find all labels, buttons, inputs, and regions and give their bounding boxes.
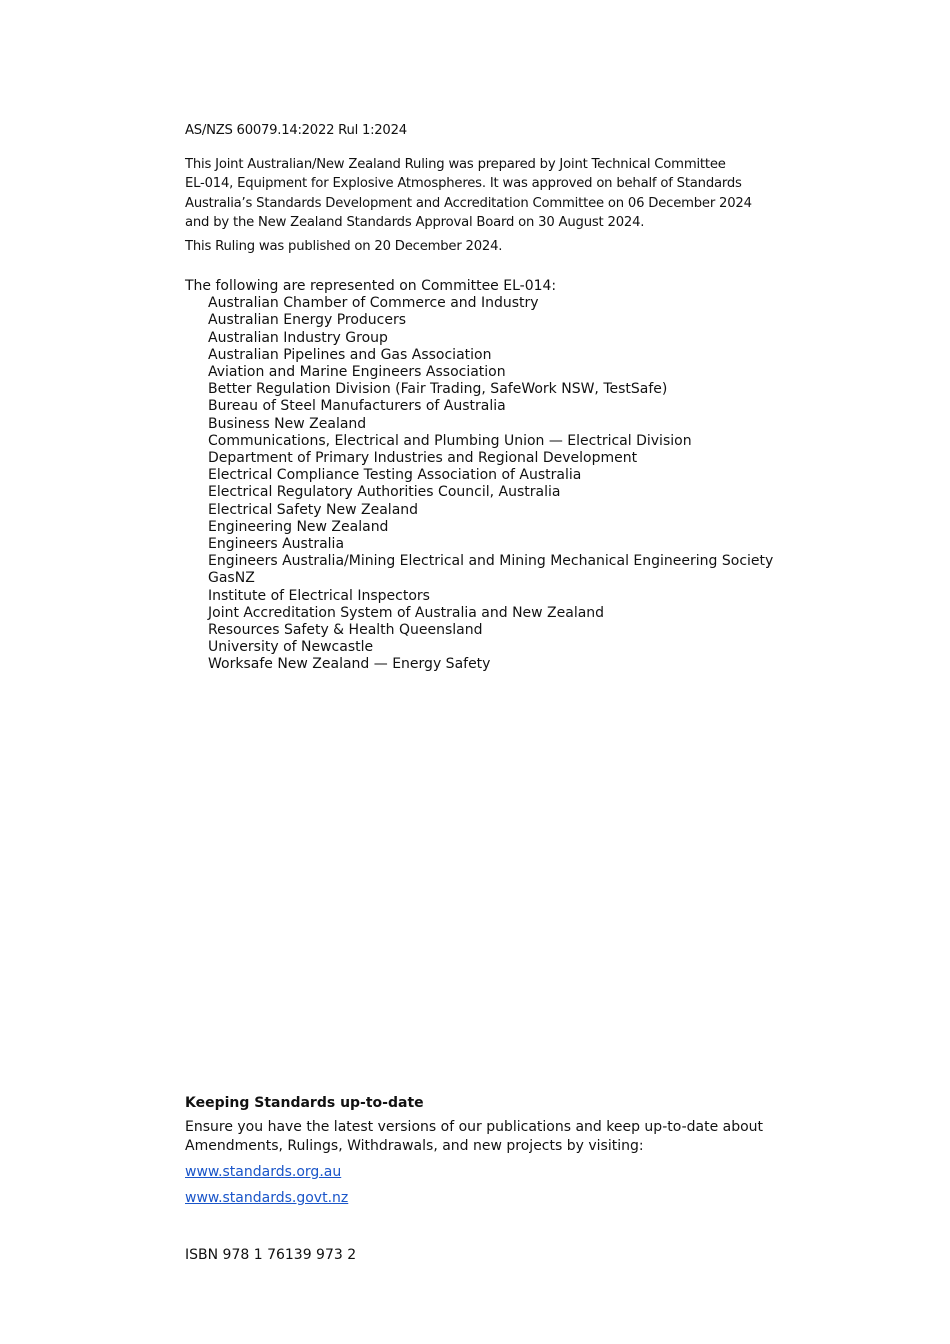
preparation-statement — [185, 155, 755, 233]
committee-member: Australian Pipelines and Gas Association — [208, 346, 492, 363]
keeping-up-to-date-body-line: Ensure you have the latest versions of our publications and keep up-to-date about — [185, 1119, 764, 1135]
preparation-line: EL-014, Equipment for Explosive Atmospheres. It was approved on behalf of Standards — [185, 176, 742, 192]
committee-member: University of Newcastle — [208, 639, 374, 656]
committee-member: Communications, Electrical and Plumbing Union — Electrical Division — [208, 432, 692, 449]
preparation-line: and by the New Zealand Standards Approval Board on 30 August 2024. — [185, 215, 645, 231]
keeping-up-to-date-heading: Keeping Standards up-to-date — [185, 1095, 424, 1111]
committee-member: GasNZ — [208, 570, 255, 587]
committee-member: Australian Chamber of Commerce and Industry — [208, 295, 539, 312]
committee-member: Engineers Australia/Mining Electrical and Mining Mechanical Engineering Society — [208, 553, 774, 570]
standards-australia-link[interactable]: www.standards.org.au — [185, 1163, 342, 1180]
committee-section — [185, 278, 773, 674]
publication-date-statement: This Ruling was published on 20 December 2024. — [185, 239, 503, 254]
committee-member: Electrical Safety New Zealand — [208, 501, 419, 518]
committee-member: Electrical Regulatory Authorities Council, Australia — [208, 484, 561, 501]
keeping-up-to-date-body-line: Amendments, Rulings, Withdrawals, and new projects by visiting: — [185, 1138, 644, 1155]
committee-member: Department of Primary Industries and Regional Development — [208, 450, 638, 467]
committee-member: Resources Safety & Health Queensland — [208, 622, 483, 639]
committee-member: Electrical Compliance Testing Association of Australia — [208, 467, 582, 484]
committee-member: Bureau of Steel Manufacturers of Australia — [208, 398, 506, 415]
committee-member: Joint Accreditation System of Australia and New Zealand — [208, 604, 605, 621]
committee-member: Aviation and Marine Engineers Association — [208, 364, 506, 381]
preparation-line: Australia’s Standards Development and Accreditation Committee on 06 December 2024 — [185, 195, 752, 211]
preparation-line: This Joint Australian/New Zealand Ruling was prepared by Joint Technical Committee — [185, 157, 726, 172]
committee-member: Australian Energy Producers — [208, 312, 407, 329]
document-identifier: AS/NZS 60079.14:2022 Rul 1:2024 — [185, 123, 407, 138]
committee-member: Engineering New Zealand — [208, 518, 389, 535]
standards-new-zealand-link[interactable]: www.standards.govt.nz — [185, 1189, 349, 1206]
isbn-number: ISBN 978 1 76139 973 2 — [185, 1247, 357, 1263]
committee-member: Worksafe New Zealand — Energy Safety — [208, 656, 491, 673]
keeping-up-to-date-section — [185, 1094, 785, 1207]
committee-member: Institute of Electrical Inspectors — [208, 587, 430, 604]
committee-member: Engineers Australia — [208, 536, 345, 553]
committee-member: Australian Industry Group — [208, 329, 388, 346]
committee-member: Better Regulation Division (Fair Trading, SafeWork NSW, TestSafe) — [208, 381, 668, 398]
committee-intro: The following are represented on Committee EL-014: — [185, 278, 557, 294]
committee-member-list — [185, 295, 773, 673]
committee-member: Business New Zealand — [208, 415, 367, 432]
